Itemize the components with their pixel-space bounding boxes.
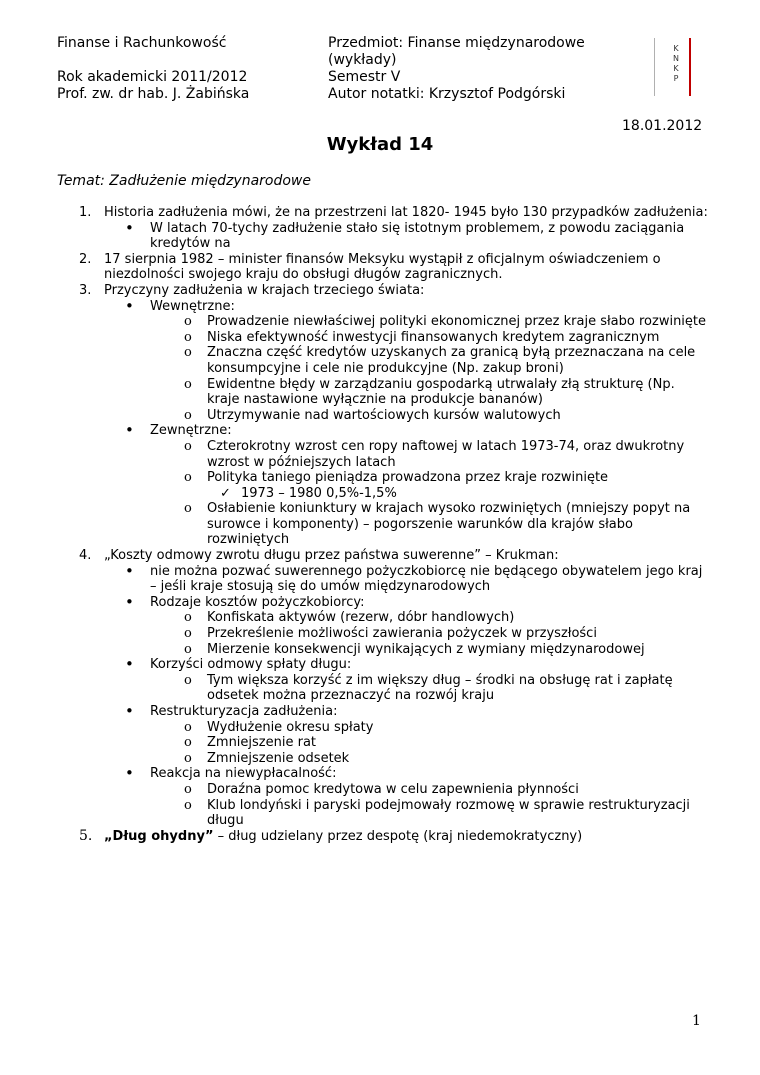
circle-bullet-icon: o <box>184 470 192 486</box>
outline-line <box>0 218 760 237</box>
outline-line <box>0 455 760 471</box>
circle-bullet-icon: o <box>184 672 192 688</box>
professor-name: Prof. zw. dr hab. J. Żabińska <box>57 86 250 102</box>
faculty-name: Finanse i Rachunkowość <box>57 35 227 51</box>
circle-bullet-icon: o <box>184 781 192 797</box>
logo-gray-line <box>654 38 655 96</box>
outline-line <box>0 642 760 658</box>
note-author: Autor notatki: Krzysztof Podgórski <box>328 86 566 102</box>
line-text: odsetek można przeznaczyć na rozwój kraju <box>207 688 495 704</box>
list-number: 3. <box>79 282 92 298</box>
outline-line <box>0 798 760 814</box>
outline-line <box>0 657 760 673</box>
header-spacer <box>57 52 249 69</box>
line-text: Korzyści odmowy spłaty długu: <box>150 657 352 673</box>
line-text: kredytów na <box>150 236 231 252</box>
outline-line <box>0 561 760 580</box>
academic-year: Rok akademicki 2011/2012 <box>57 69 248 85</box>
topic: Temat: Zadłużenie międzynarodowe <box>57 173 311 189</box>
line-text: Doraźna pomoc kredytowa w celu zapewnienia płynności <box>207 781 579 797</box>
list-number: 2. <box>79 251 92 267</box>
outline-line <box>0 548 760 564</box>
circle-bullet-icon: o <box>184 329 192 345</box>
line-text: Zmniejszenie odsetek <box>207 750 350 766</box>
circle-bullet-icon: o <box>184 376 192 392</box>
line-text: Ewidentne błędy w zarządzaniu gospodarką utrwalały złą strukturę (Np. <box>207 376 675 392</box>
list-number: 1. <box>79 205 92 220</box>
line-text: Polityka taniego pieniądza prowadzona przez kraje rozwinięte <box>207 470 609 486</box>
line-text: wzrost w późniejszych latach <box>207 454 396 470</box>
outline-line <box>0 330 760 346</box>
line-text: Restrukturyzacja zadłużenia: <box>150 704 338 719</box>
line-text: kraje nastawione wyłącznie na produkcje bananów) <box>207 392 543 408</box>
bullet-icon: • <box>125 702 134 720</box>
outline-line <box>0 377 760 393</box>
line-text: Przekreślenie możliwości zawierania pożyczek w przyszłości <box>207 626 597 642</box>
bullet-icon: • <box>125 592 134 611</box>
outline-line <box>0 626 760 642</box>
lecture-notes-list <box>0 205 760 844</box>
outline-line <box>0 735 760 751</box>
outline-line <box>0 813 760 829</box>
line-text: Wewnętrzne: <box>150 298 235 314</box>
line-text: Reakcja na niewypłacalność: <box>150 766 337 782</box>
outline-line <box>0 829 760 845</box>
line-text: długu <box>207 813 244 829</box>
line-text: Znaczna część kredytów uzyskanych za granicą byłą przeznaczana na cele <box>207 345 696 361</box>
line-text: – jeśli kraje stosują się do umów międzynarodowych <box>150 579 491 595</box>
outline-line <box>0 345 760 361</box>
outline-line <box>0 470 760 486</box>
outline-line <box>0 486 760 502</box>
outline-line <box>0 610 760 626</box>
circle-bullet-icon: o <box>184 345 192 361</box>
outline-line <box>0 267 760 283</box>
circle-bullet-icon: o <box>184 314 192 330</box>
line-text: Klub londyński i paryski podejmowały rozmowę w sprawie restrukturyzacji <box>207 797 690 813</box>
line-text: W latach 70-tychy zadłużenie stało się istotnym problemem, z powodu zaciągania <box>150 220 685 236</box>
list-number: 5. <box>79 827 93 844</box>
circle-bullet-icon: o <box>184 610 192 626</box>
line-text: Zmniejszenie rat <box>207 735 317 751</box>
line-text: Czterokrotny wzrost cen ropy naftowej w latach 1973-74, oraz dwukrotny <box>207 438 685 454</box>
line-text: Mierzenie konsekwencji wynikających z wymiany międzynarodowej <box>207 641 645 657</box>
line-text: Osłabienie koniunktury w krajach wysoko rozwiniętych (mniejszy popyt na <box>207 501 691 517</box>
line-text: Tym większa korzyść z im większy dług – środki na obsługę rat i zapłatę <box>207 672 673 688</box>
circle-bullet-icon: o <box>184 501 192 517</box>
circle-bullet-icon: o <box>184 641 192 657</box>
bullet-icon: • <box>125 218 134 237</box>
page-number: 1 <box>692 1013 701 1029</box>
outline-line <box>0 532 760 548</box>
line-text: rozwiniętych <box>207 532 290 548</box>
outline-line <box>0 704 760 720</box>
outline-line <box>0 439 760 455</box>
line-text: surowce i komponenty) – pogorszenie warunków dla krajów słabo <box>207 516 633 532</box>
line-text: Wydłużenie okresu spłaty <box>207 719 374 735</box>
line-text: Historia zadłużenia mówi, że na przestrzeni lat 1820- 1945 było 130 przypadków zadłużenia: <box>104 205 708 220</box>
logo-red-line <box>689 38 691 96</box>
circle-bullet-icon: o <box>184 626 192 642</box>
circle-bullet-icon: o <box>184 797 192 813</box>
list-number: 4. <box>79 548 92 564</box>
outline-line <box>0 361 760 377</box>
line-text: Przyczyny zadłużenia w krajach trzeciego świata: <box>104 282 425 298</box>
circle-bullet-icon: o <box>184 735 192 751</box>
bullet-icon: • <box>125 764 134 783</box>
outline-line <box>0 252 760 268</box>
outline-line <box>0 517 760 533</box>
bullet-icon: • <box>125 296 134 315</box>
bullet-icon: • <box>125 655 134 674</box>
subject-name: Przedmiot: Finanse międzynarodowe <box>328 35 585 51</box>
line-text: „Koszty odmowy zwrotu długu przez państwa suwerenne” – Krukman: <box>104 548 559 564</box>
outline-line <box>0 205 760 221</box>
lecture-date: 18.01.2012 <box>622 118 703 134</box>
bullet-icon: • <box>125 421 134 440</box>
line-text: konsumpcyjne i cele nie produkcyjne (Np. zakup broni) <box>207 360 564 376</box>
outline-line <box>0 408 760 424</box>
checkmark-icon: ✓ <box>220 485 231 501</box>
line-text: Utrzymywanie nad wartościowych kursów walutowych <box>207 407 561 423</box>
circle-bullet-icon: o <box>184 438 192 454</box>
outline-line <box>0 314 760 330</box>
subject-type: (wykłady) <box>328 52 397 68</box>
bullet-icon: • <box>125 561 134 580</box>
line-text: 17 sierpnia 1982 – minister finansów Meksyku wystąpił z oficjalnym oświadczeniem o <box>104 251 661 267</box>
outline-line <box>0 236 760 252</box>
term-definition: – dług udzielany przez despotę (kraj niedemokratyczny) <box>213 828 583 844</box>
circle-bullet-icon: o <box>184 719 192 735</box>
line-text <box>104 829 582 845</box>
outline-line <box>0 766 760 782</box>
outline-line <box>0 782 760 798</box>
line-text: 1973 – 1980 0,5%-1,5% <box>241 485 397 501</box>
line-text: Prowadzenie niewłaściwej polityki ekonomicznej przez kraje słabo rozwinięte <box>207 314 707 330</box>
outline-line <box>0 579 760 595</box>
line-text: Niska efektywność inwestycji finansowanych kredytem zagranicznym <box>207 329 660 345</box>
outline-line <box>0 592 760 611</box>
outline-line <box>0 423 760 439</box>
outline-line <box>0 720 760 736</box>
circle-bullet-icon: o <box>184 750 192 766</box>
outline-line <box>0 673 760 689</box>
line-text: Zewnętrzne: <box>150 423 232 439</box>
header-left <box>57 35 249 103</box>
line-text: nie można pozwać suwerennego pożyczkobiorcę nie będącego obywatelem jego kraj <box>150 563 703 579</box>
outline-line <box>0 283 760 299</box>
header-right <box>328 35 585 103</box>
outline-line <box>0 392 760 408</box>
outline-line <box>0 688 760 704</box>
line-text: Rodzaje kosztów pożyczkobiorcy: <box>150 594 365 610</box>
page-title: Wykład 14 <box>326 134 434 155</box>
semester: Semestr V <box>328 69 401 85</box>
outline-line <box>0 751 760 767</box>
line-text: Konfiskata aktywów (rezerw, dóbr handlowych) <box>207 610 515 626</box>
logo-letters: K N K P <box>673 44 679 83</box>
line-text: niezdolności swojego kraju do obsługi długów zagranicznych. <box>104 267 503 283</box>
outline-line <box>0 296 760 315</box>
circle-bullet-icon: o <box>184 407 192 423</box>
outline-line <box>0 501 760 517</box>
term-bold: „Dług ohydny” <box>104 828 214 844</box>
